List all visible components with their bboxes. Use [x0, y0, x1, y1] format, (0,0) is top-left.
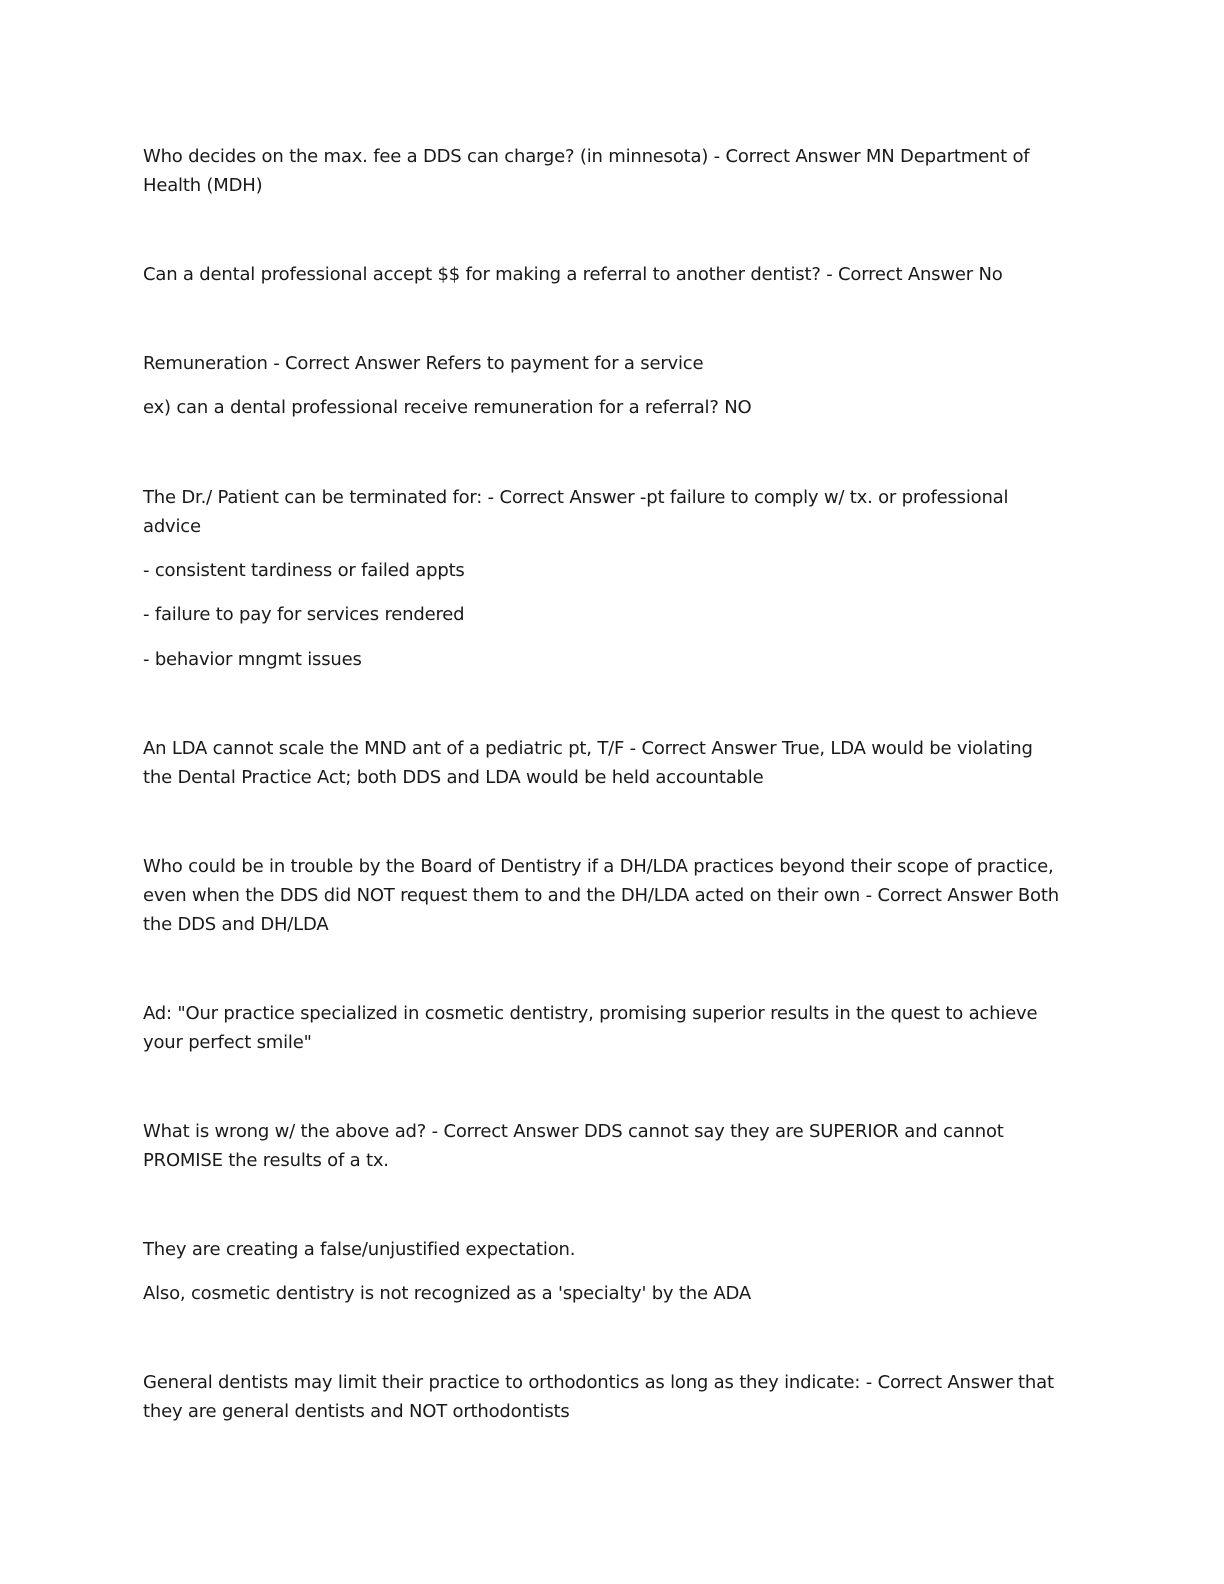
qa-line: Ad: "Our practice specialized in cosmetic dentistry, promising superior results in the quest to achieve — [143, 1003, 1038, 1024]
qa-line: - consistent tardiness or failed appts — [143, 560, 465, 581]
qa-line: Who could be in trouble by the Board of Dentistry if a DH/LDA practices beyond their scope of practice, — [143, 856, 1054, 877]
qa-line: An LDA cannot scale the MND ant of a pediatric pt, T/F - Correct Answer True, LDA would be violating — [143, 738, 1033, 759]
qa-line: they are general dentists and NOT orthodontists — [143, 1401, 570, 1422]
qa-line: Who decides on the max. fee a DDS can charge? (in minnesota) - Correct Answer MN Department of — [143, 146, 1030, 167]
qa-line: your perfect smile" — [143, 1032, 312, 1053]
qa-line: PROMISE the results of a tx. — [143, 1150, 389, 1171]
qa-line: They are creating a false/unjustified expectation. — [143, 1239, 576, 1260]
qa-line: Also, cosmetic dentistry is not recognized as a 'specialty' by the ADA — [143, 1283, 751, 1304]
qa-line: ex) can a dental professional receive remuneration for a referral? NO — [143, 397, 752, 418]
qa-line: Health (MDH) — [143, 175, 263, 196]
qa-line: the Dental Practice Act; both DDS and LDA would be held accountable — [143, 767, 764, 788]
qa-line: even when the DDS did NOT request them to and the DH/LDA acted on their own - Correct Answer Both — [143, 885, 1059, 906]
qa-line: advice — [143, 516, 201, 537]
qa-line: Remuneration - Correct Answer Refers to payment for a service — [143, 353, 704, 374]
qa-line: - failure to pay for services rendered — [143, 604, 465, 625]
qa-line: the DDS and DH/LDA — [143, 914, 329, 935]
qa-line: Can a dental professional accept $$ for making a referral to another dentist? - Correct Answer No — [143, 264, 1003, 285]
qa-line: The Dr./ Patient can be terminated for: - Correct Answer -pt failure to comply w/ tx. or professional — [143, 487, 1009, 508]
qa-line: General dentists may limit their practice to orthodontics as long as they indicate: - Correct Answer that — [143, 1372, 1054, 1393]
qa-line: What is wrong w/ the above ad? - Correct Answer DDS cannot say they are SUPERIOR and cannot — [143, 1121, 1004, 1142]
qa-line: - behavior mngmt issues — [143, 649, 362, 670]
